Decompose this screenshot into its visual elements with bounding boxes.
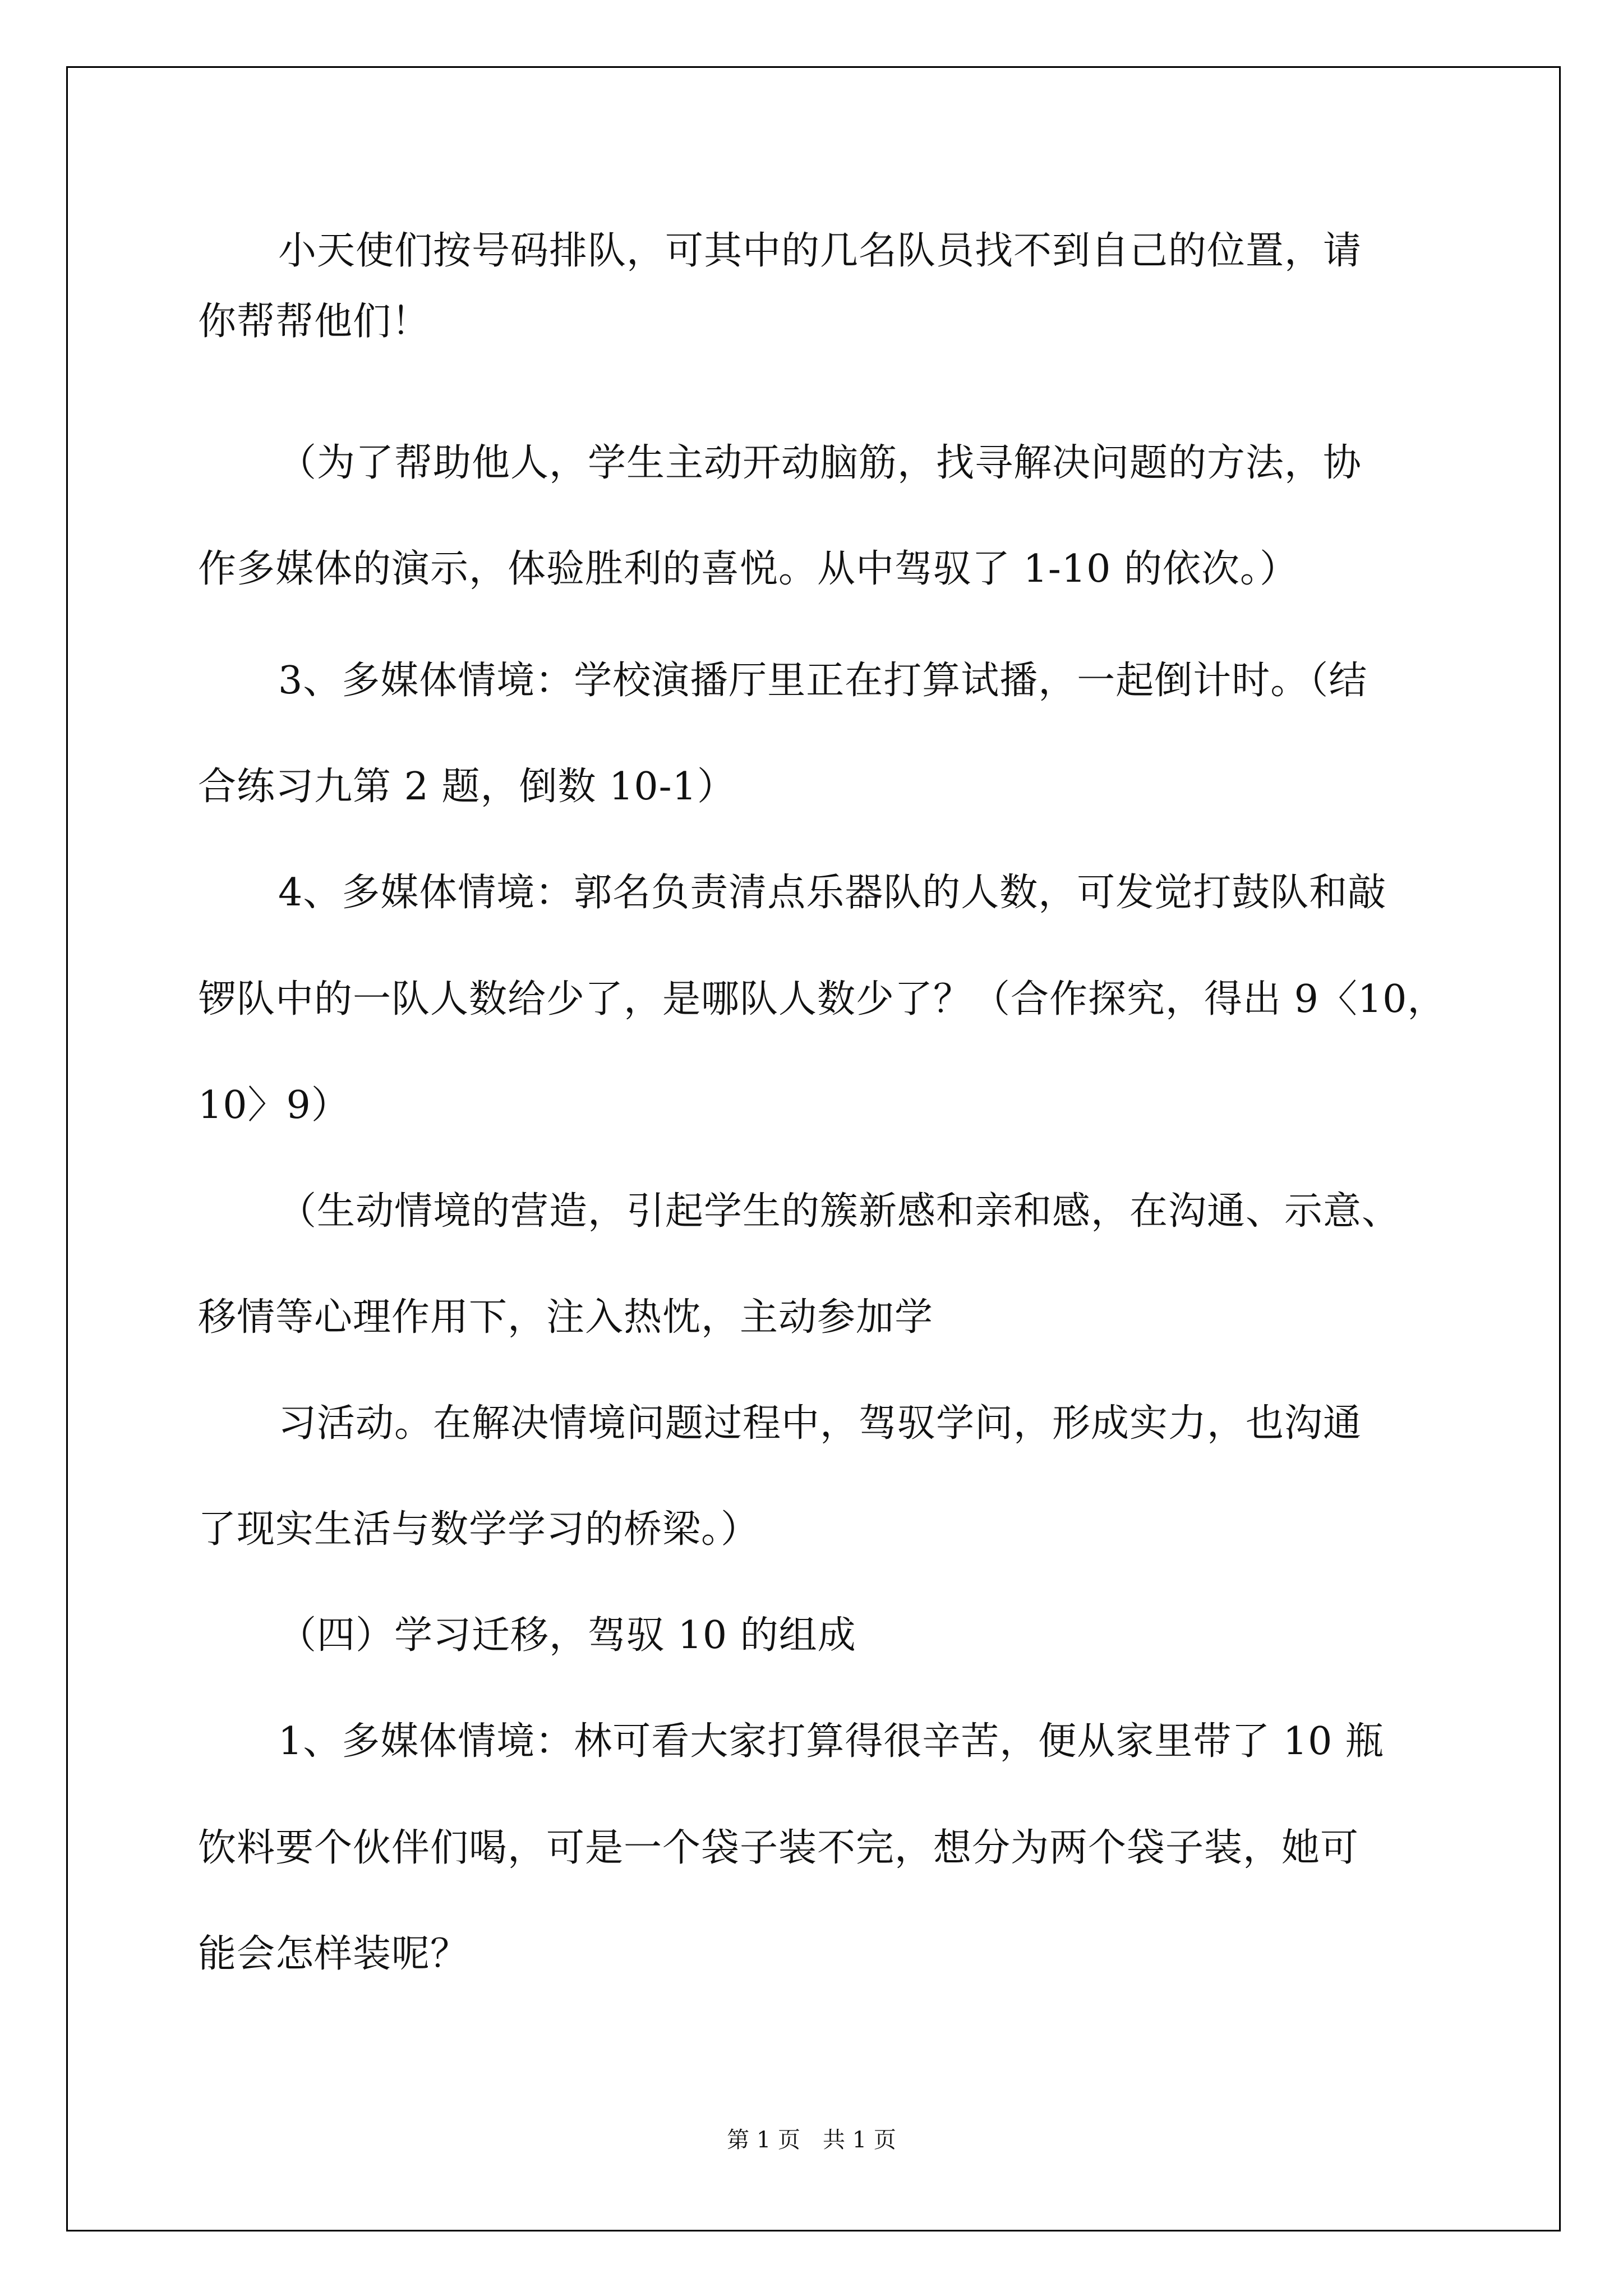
paragraph-line: 1、多媒体情境：林可看大家打算得很辛苦，便从家里带了 10 瓶 [278, 1719, 1385, 1764]
paragraph-line: 4、多媒体情境：郭名负责清点乐器队的人数，可发觉打鼓队和敲 [278, 871, 1387, 915]
paragraph-line: 移情等心理作用下，注入热忱，主动参加学 [198, 1295, 934, 1340]
paragraph-line: 作多媒体的演示，体验胜利的喜悦。从中驾驭了 1-10 的依次。） [198, 547, 1298, 591]
paragraph-line: 能会怎样装呢？ [198, 1932, 469, 1976]
page-number-footer: 第 1 页 共 1 页 [727, 2127, 896, 2153]
section-heading: （四）学习迁移，驾驭 10 的组成 [278, 1613, 856, 1658]
paragraph-line: 3、多媒体情境：学校演播厅里正在打算试播，一起倒计时。（结 [278, 659, 1368, 703]
paragraph-line: 10〉9） [198, 1083, 350, 1128]
paragraph-line: 小天使们按号码排队，可其中的几名队员找不到自己的位置，请 [278, 229, 1362, 273]
page-border [66, 66, 1561, 2231]
paragraph-line: 了现实生活与数学学习的桥梁。） [198, 1507, 760, 1552]
paragraph-line: 合练习九第 2 题，倒数 10-1） [198, 765, 736, 809]
paragraph-line: 锣队中的一队人数给少了，是哪队人数少了？（合作探究，得出 9〈10， [198, 977, 1446, 1022]
paragraph-line: 你帮帮他们！ [198, 300, 431, 344]
paragraph-line: （为了帮助他人，学生主动开动脑筋，找寻解决问题的方法，协 [278, 441, 1362, 485]
paragraph-line: （生动情境的营造，引起学生的簇新感和亲和感，在沟通、示意、 [278, 1189, 1401, 1234]
paragraph-line: 习活动。在解决情境问题过程中，驾驭学问，形成实力，也沟通 [278, 1401, 1362, 1446]
paragraph-line: 饮料要个伙伴们喝，可是一个袋子装不完，想分为两个袋子装，她可 [198, 1826, 1359, 1870]
